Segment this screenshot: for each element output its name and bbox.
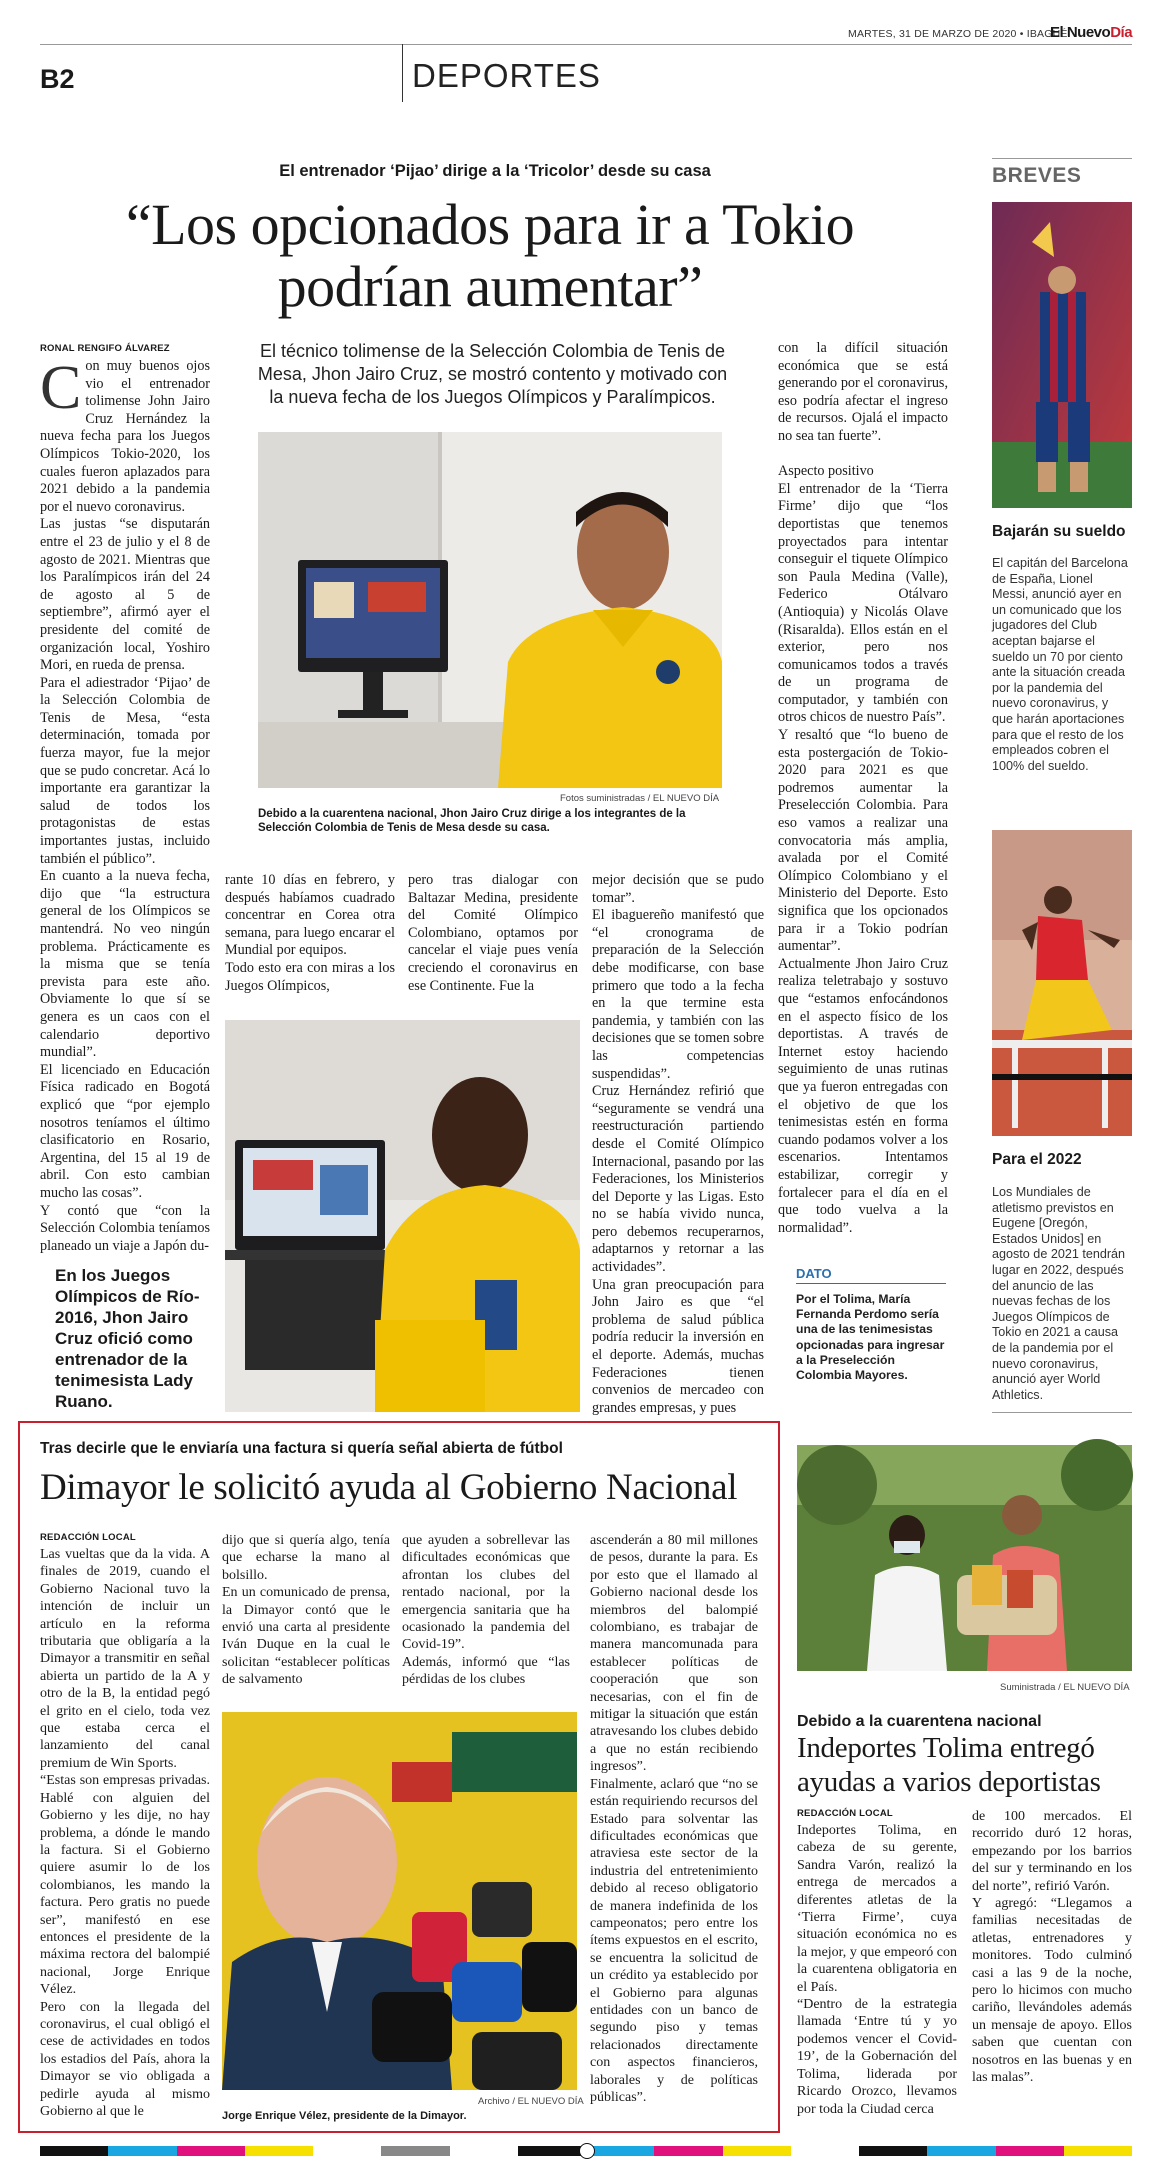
registration-mark [579, 2143, 595, 2159]
header-date: MARTES, 31 DE MARZO DE 2020 • IBAGUÉ [848, 28, 1068, 40]
indeportes-col2: de 100 mercados. El recorrido duró 12 horas, empezando por los barrios del sur y terminando en los del norte”, refirió Varón. Y agregó: “Llegamos a familias necesitadas de atletas, entrenadores y monitores. Todo culminó casi a las 9 de la noche, pero lo hicimos con mucho cariño, llevándoles además un mensaje de apoyo. Ellos saben que cuentan con nosotros en las buenas y en las malas”. [972, 1809, 1132, 2086]
main-col1-lead: on muy buenos ojos vio el entrenador tolimense John Jairo Cruz Hernández la nueva fecha para los Juegos Olímpicos Tokio-2020, los cuales fueron aplazados para 2021 debido a la pandemia por el nuevo coronavirus. [40, 358, 210, 515]
dato-label: DATO [796, 1266, 832, 1281]
main-col4: mejor decisión que se pudo tomar”. El ibaguereño manifestó que “el cronograma de preparación de la Selección debe modificarse, con base primero que todo a la fecha en la que termine esta pandemia, y también con las decisiones que se tomen sobre las competencias suspendidas”. Cruz Hernández refirió que “seguramente se vendrá una reestructuración partiendo desde el Comité Olímpico Internacional, pasando por las Federaciones, los Ministerios del Deporte y las Ligas. Esto no se había vivido nunca, pero debemos recuperarnos, adaptarnos y retornar a las actividades”. Una gran preocupación para John Jairo es que “el problema de salud pública podría reducir la inversión en el deporte. Además, muchas Federaciones tienen convenios de mercadeo con grandes empresas, y pues [592, 872, 764, 1416]
section-title: DEPORTES [412, 57, 601, 94]
dimayor-col3: que ayuden a sobrellevar las dificultades económicas que afrontan los clubes del rentado nacional, por la emergencia sanitaria que ha ocasionado la pandemia del Covid-19”. Además, informó que “las pérdidas de los clubes [402, 1533, 570, 1688]
main-byline: RONAL RENGIFO ÁLVAREZ [40, 343, 170, 354]
photo1-caption: Debido a la cuarentena nacional, Jhon Jairo Cruz dirige a los integrantes de la Selección Colombia de Tenis de Mesa desde su casa. [258, 808, 686, 834]
brand-logo-a: El Nuevo [1050, 24, 1111, 41]
photo-messi-art [992, 202, 1132, 508]
photo-messi [992, 202, 1132, 508]
photo-hurdler-art [992, 830, 1132, 1136]
main-col1 [40, 354, 210, 1254]
photo1-credit: Fotos suministradas / EL NUEVO DÍA [560, 793, 720, 804]
indeportes-byline: REDACCIÓN LOCAL [797, 1808, 893, 1819]
photo-coach-back-art [225, 1020, 580, 1412]
page-number: B2 [40, 64, 75, 94]
main-col5: con la difícil situación económica que se está generando por el coronavirus, eso podría afectar el ingreso de recursos. Ojalá el impacto no sea tan fuerte”. Aspecto positivo El entrenador de la ‘Tierra Firme’ dijo que “los deportistas que tenemos proyectados para intentar conseguir el tiquete Olímpico son Paula Medina (Valle), Federico Otálvaro (Antioquia) y Nicolás Olave (Risaralda). Ellos están en el exterior, pero nos comunicamos todos a través de un programa de computador, y también con otros chicos de nuestro País”. Y resaltó que “lo bueno de esta postergación de Tokio-2020 para 2021 es que podremos aumentar la Preselección Colombia. Para eso vamos a realizar una convocatoria más amplia, avalada por el Comité Olímpico Colombiano y el Ministerio del Deporte. Esto significa que los opcionados para ir a Tokio podrían aumentar”. Actualmente Jhon Jairo Cruz realiza teletrabajo y sostuvo que “estamos enfocándonos en el aspecto físico de los deportistas. A través de Internet estoy haciendo seguimiento de unas rutinas que ya fueron entregadas con el objetivo de que los tenimesistas estén en forma cuando podamos volver a los escenarios. Intentamos estabilizar, corregir y fortalecer para el día en el que todo vuelva a la normalidad”. [778, 340, 948, 1236]
breves-label: BREVES [992, 164, 1082, 187]
dato-text: Por el Tolima, María Fernanda Perdomo sería una de las tenimesistas opcionadas para ingresar a la Preselección Colombia Mayores. [796, 1292, 945, 1383]
dato-rule [796, 1283, 946, 1284]
indeportes-col1: Indeportes Tolima, en cabeza de su gerente, Sandra Varón, realizó la entrega de mercados a diferentes atletas de la ‘Tierra Firme’, cuya situación económica no es la mejor, y que empeoró con la cuarentena obligatoria en el País. “Dentro de la estrategia llamada ‘Entre tú y yo podemos vencer el Covid-19’, de la Gobernación del Tolima, liderada por Ricardo Orozco, llevamos por toda la Ciudad cerca [797, 1823, 957, 2117]
indeportes-kicker: Debido a la cuarentena nacional [797, 1713, 1042, 1730]
dropcap: C [40, 354, 82, 422]
breve2-text: Los Mundiales de atletismo previstos en Eugene [Oregón, Estados Unidos] en agosto de 2021 tendrán lugar en 2022, después del anuncio de las nuevas fechas de los Juegos Olímpicos de Tokio en 2021 a causa de la pandemia por el nuevo coronavirus, anunció ayer World Athletics. [992, 1185, 1126, 1402]
dimayor-photo-credit: Archivo / EL NUEVO DÍA [478, 2096, 584, 2107]
dimayor-headline: Dimayor le solicitó ayuda al Gobierno Nacional [40, 1467, 738, 1508]
photo-hurdler [992, 830, 1132, 1136]
header-rule [40, 44, 1132, 45]
photo-coach-back [225, 1020, 580, 1412]
section-divider [402, 44, 403, 102]
photo2-caption: En los Juegos Olímpicos de Río-2016, Jhon Jairo Cruz ofició como entrenador de la tenimesista Lady Ruano. [55, 1266, 200, 1411]
main-col2: rante 10 días en febrero, y después habíamos cuadrado concentrar en Corea otra semana, para luego encarar el Mundial por equipos. Todo esto era con miras a los Juegos Olímpicos, [225, 872, 395, 994]
dimayor-col4: ascenderán a 80 mil millones de pesos, durante la para. Es por esto que el llamado al Gobierno nacional desde los miembros del balompié colombiano, es trabajar de manera mancomunada para establecer políticas de cooperación que son necesarias, con el fin de mitigar la situación que están atravesando los clubes debido a que no están recibiendo ingresos”. Finalmente, aclaró que “no se están requiriendo recursos del Estado para solventar las dificultades económicas que atraviesa este sector de la industria del entretenimiento debido al receso obligatorio de manera indefinida de los campeonatos; pero entre los ítems expuestos en el escrito, se encuentra la solicitud de un crédito ya establecido por el Gobierno para algunas entidades con un banco de segundo piso y temas relacionados directamente con aspectos financieros, laborales y de políticas públicas”. [590, 1533, 758, 2105]
breve1-text: El capitán del Barcelona de España, Lionel Messi, anunció ayer en un comunicado que los jugadores del Club aceptan bajarse el sueldo un 70 por ciento ante la situación creada por la pandemia del nuevo coronavirus, y que harán aportaciones para que el resto de los empleados cobren el 100% del sueldo. [992, 556, 1128, 773]
dimayor-photo-caption: Jorge Enrique Vélez, presidente de la Dimayor. [222, 2110, 467, 2122]
main-col1-body: Las justas “se disputarán entre el 23 de julio y el 8 de agosto de 2021. Mientras que los Paralímpicos irán del 24 de agosto al 5 de septiembre”, afirmó ayer el presidente del comité de organización local, Yoshiro Mori, en rueda de prensa. Para el adiestrador ‘Pijao’ de la Selección Colombia de Tenis de Mesa, “esta determinación, tomada por fuerza mayor, fue la mejor que se pudo concretar. Acá lo importante era garantizar la salud de todos los protagonistas de estas importantes justas, incluido también el público”. En cuanto a la nueva fecha, dijo que “la estructura general de los Olímpicos se mantendrá. No veo ningún problema. Prácticamente es la misma que se tenía prevista para este año. Obviamente lo que sí se genera es un caos con el calendario deportivo mundial”. El licenciado en Educación Física radicado en Bogotá explicó que “por ejemplo nosotros teníamos el último clasificatorio en Rosario, Argentina, del 15 al 19 de abril. Con esto cambian mucho las cosas”. Y contó que “con la Selección Colombia teníamos planeado un viaje a Japón du- [40, 516, 210, 1254]
photo-coach-monitor-art [258, 432, 722, 788]
photo-velez-art [222, 1712, 577, 2090]
dimayor-col1: Las vueltas que da la vida. A finales de 2019, cuando el Gobierno Nacional tuvo la intención de incluir un artículo en la reforma tributaria que obligaría a la Dimayor a transmitir en señal abierta un partido de la A y otro de la B, la entidad pegó el grito en el cielo, toda vez que estaba cerca el lanzamiento del canal premium de Win Sports. “Estas son empresas privadas. Hablé con alguien del Gobierno y les dije, no hay problema, a dónde le mando la factura. Si el Gobierno quiere asumir lo de los colombianos, les mando la factura. Pero gratis no puede ser”, manifestó en ese entonces el presidente de la máxima rectora del balompié nacional, Jorge Enrique Vélez. Pero con la llegada del coronavirus, el cual obligó el cese de actividades en todos los estadios del País, ahora la Dimayor se vio obligada a pedirle ayuda al mismo Gobierno al que le [40, 1547, 210, 2119]
indeportes-photo-credit: Suministrada / EL NUEVO DÍA [1000, 1682, 1130, 1693]
breve2-title: Para el 2022 [992, 1151, 1082, 1168]
photo-velez [222, 1712, 577, 2090]
photo-indeportes [797, 1445, 1132, 1671]
brand-logo [1050, 24, 1132, 41]
breves-top-rule [992, 158, 1132, 159]
dimayor-byline: REDACCIÓN LOCAL [40, 1532, 136, 1543]
main-kicker: El entrenador ‘Pijao’ dirige a la ‘Tricolor’ desde su casa [279, 162, 711, 180]
main-col3: pero tras dialogar con Baltazar Medina, presidente del Comité Olímpico Colombiano, optamos por cancelar el viaje pues venía creciendo el coronavirus en ese Continente. Fue la [408, 872, 578, 994]
photo-indeportes-art [797, 1445, 1132, 1671]
main-headline: “Los opcionados para ir a Tokio podrían aumentar” [125, 192, 855, 319]
indeportes-headline: Indeportes Tolima entregó ayudas a varios deportistas [797, 1732, 1101, 1798]
dimayor-kicker: Tras decirle que le enviaría una factura si quería señal abierta de fútbol [40, 1440, 563, 1457]
brand-logo-b: Día [1110, 24, 1133, 41]
photo-coach-monitor [258, 432, 722, 788]
dimayor-col2: dijo que si quería algo, tenía que echarse la mano al bolsillo. En un comunicado de prensa, la Dimayor contó que le envió una carta al presidente Iván Duque en la cual le solicitan “establecer políticas de salvamento [222, 1533, 390, 1688]
main-deck: El técnico tolimense de la Selección Colombia de Tenis de Mesa, Jhon Jairo Cruz, se mostró contento y motivado con la nueva fecha de los Juegos Olímpicos y Paralímpicos. [257, 341, 728, 407]
breves-bottom-rule [992, 1412, 1132, 1413]
breve1-title: Bajarán su sueldo [992, 523, 1126, 540]
